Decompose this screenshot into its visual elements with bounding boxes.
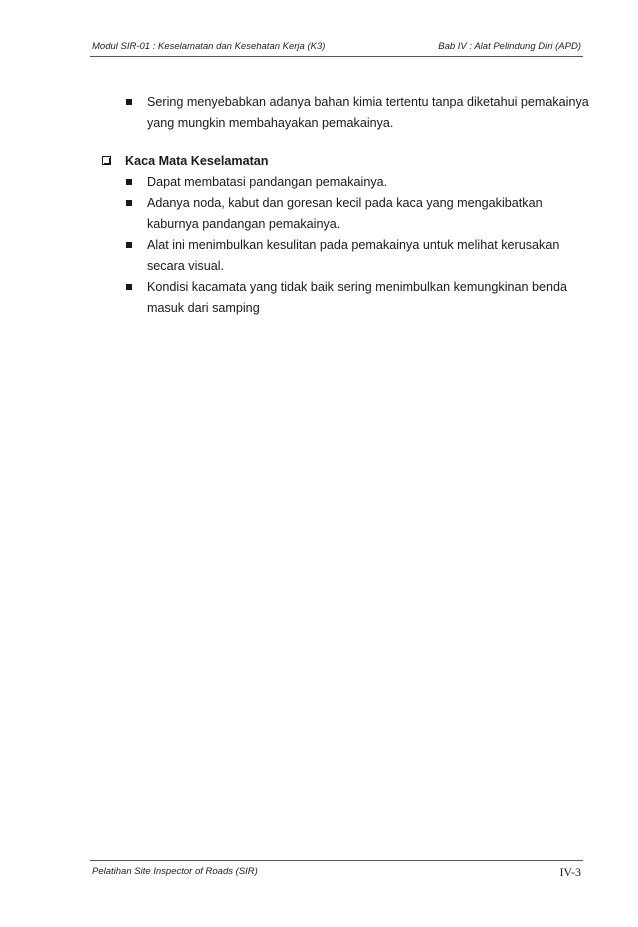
square-bullet-icon xyxy=(126,99,132,105)
section-kaca-mata xyxy=(100,151,590,319)
list-item-line: Kondisi kacamata yang tidak baik sering menimbulkan kemungkinan benda xyxy=(147,280,568,294)
list-item xyxy=(100,92,590,134)
header-module-title: Modul SIR-01 : Keselamatan dan Kesehatan Kerja (K3) xyxy=(92,41,326,52)
list-item xyxy=(125,172,590,193)
list-item-line: Dapat membatasi pandangan pemakainya. xyxy=(147,175,388,189)
list-item-line: Adanya noda, kabut dan goresan kecil pada kaca yang mengakibatkan xyxy=(147,196,543,210)
list-item-line: masuk dari samping xyxy=(147,301,260,315)
page-number: IV-3 xyxy=(559,865,581,879)
square-bullet-icon xyxy=(126,200,132,206)
list-item xyxy=(125,235,590,277)
list-item-line: kaburnya pandangan pemakainya. xyxy=(147,217,341,231)
intro-bullet-list xyxy=(100,92,590,134)
hollow-square-bullet-icon xyxy=(102,156,111,165)
square-bullet-icon xyxy=(126,242,132,248)
list-item-line: Alat ini menimbulkan kesulitan pada pemakainya untuk melihat kerusakan xyxy=(147,238,560,252)
list-item-line: yang mungkin membahayakan pemakainya. xyxy=(147,116,394,130)
list-item xyxy=(125,277,590,319)
list-item-line: secara visual. xyxy=(147,259,224,273)
list-item xyxy=(125,193,590,235)
square-bullet-icon xyxy=(126,179,132,185)
section-title: Kaca Mata Keselamatan xyxy=(125,154,269,168)
footer-course-title: Pelatihan Site Inspector of Roads (SIR) xyxy=(92,866,258,877)
page-footer xyxy=(90,860,583,881)
square-bullet-icon xyxy=(126,284,132,290)
page-content xyxy=(100,92,590,319)
page-header xyxy=(90,40,583,57)
header-chapter-title: Bab IV : Alat Pelindung Diri (APD) xyxy=(438,41,581,52)
list-item-line: Sering menyebabkan adanya bahan kimia tertentu tanpa diketahui pemakainya xyxy=(147,95,589,109)
section-bullet-list xyxy=(125,172,590,319)
